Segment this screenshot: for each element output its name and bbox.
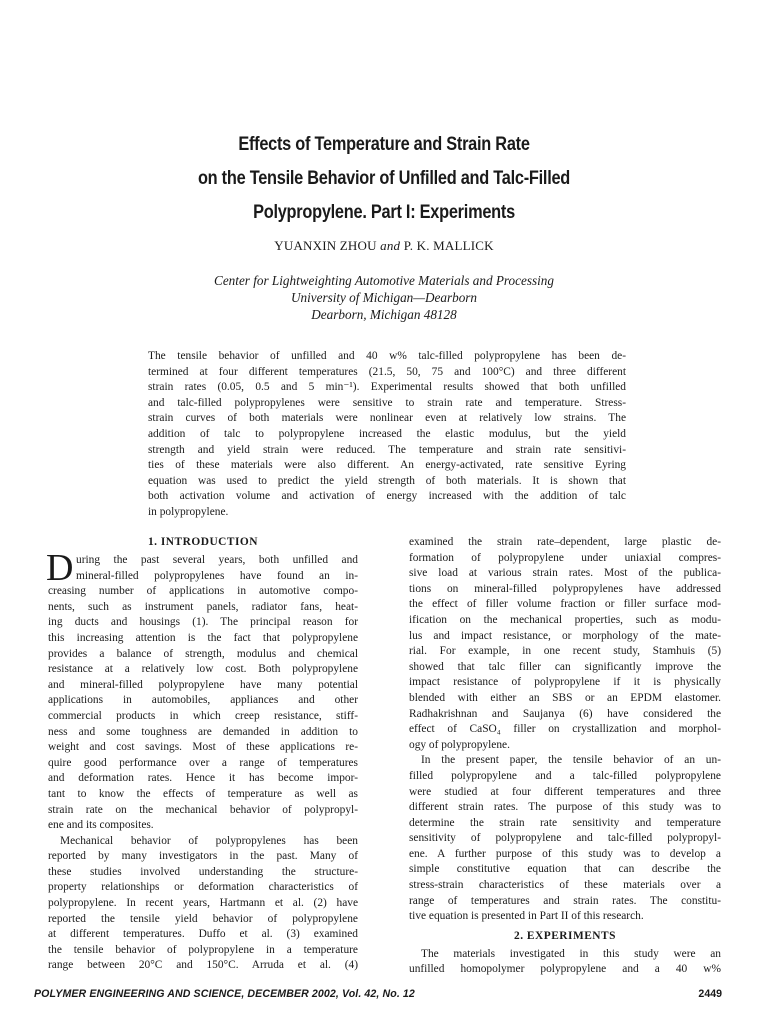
body-line: sive load at various strain rates. Most of the publica- <box>409 567 721 580</box>
body-line: In the present paper, the tensile behavior of an un- <box>421 754 721 767</box>
body-line: property relationships or deformation characteristics of <box>48 881 358 894</box>
body-line: examined the strain rate–dependent, large plastic de- <box>409 536 721 548</box>
experiments-paragraph-1 <box>409 947 721 978</box>
intro-paragraph-2 <box>48 834 358 974</box>
body-line: range of temperatures and strain rates. The constitu- <box>409 894 721 907</box>
paper-title <box>54 128 714 230</box>
body-line: determine the strain rate sensitivity and temperature <box>409 816 721 829</box>
body-line: Mechanical behavior of polypropylenes has been <box>60 834 358 847</box>
title-line-3: Polypropylene. Part I: Experiments <box>253 202 515 223</box>
abstract <box>148 349 626 521</box>
body-line: commercial products in which creep resistance, stiff- <box>48 709 358 722</box>
body-line: the effect of filler volume fraction or filler surface mod- <box>409 598 721 611</box>
body-line: resistance at a relatively low cost. Both polypropylene <box>48 663 358 676</box>
body-line: reported the tensile yield behavior of polypropylene <box>48 912 358 925</box>
body-line: different strain rates. The purpose of this study was to <box>409 801 721 814</box>
intro-paragraph-1 <box>46 547 358 834</box>
body-line: simple constitutive equation that can describe the <box>409 863 721 876</box>
body-line: this increasing attention is the fact that polypropylene <box>48 631 358 644</box>
body-line: ene. A further purpose of this study was to develop a <box>409 847 721 860</box>
body-line: Radhakrishnan and Saujanya (6) have considered the <box>409 707 721 720</box>
body-line: ene and its composites. <box>48 819 154 832</box>
body-line: ing ducts and housings (1). The principal reason for <box>48 616 358 629</box>
abstract-line: addition of talc to polypropylene increased the elastic modulus, but the yield <box>148 427 626 440</box>
left-column <box>48 535 358 974</box>
abstract-line: strain curves of both materials were nonlinear even at relatively low strains. The <box>148 412 626 425</box>
title-line-1: Effects of Temperature and Strain Rate <box>238 134 530 155</box>
body-line: ogy of polypropylene. <box>409 738 510 751</box>
affiliation-line-2: University of Michigan—Dearborn <box>290 290 478 305</box>
body-line: weight and cost savings. Most of these applications re- <box>48 741 358 754</box>
section-heading-experiments: 2. EXPERIMENTS <box>514 929 616 942</box>
affiliation-line-3: Dearborn, Michigan 48128 <box>311 307 457 322</box>
body-line: blended with either an SBS or an EPDM elastomer. <box>409 691 721 704</box>
body-line: showed that talc filler can significantly improve the <box>409 660 721 673</box>
title-line-2: on the Tensile Behavior of Unfilled and Talc-Filled <box>197 168 571 189</box>
page-number: 2449 <box>698 988 722 1000</box>
body-line: creasing number of applications in automotive compo- <box>48 585 358 598</box>
body-line: tant to know the effects of temperature as well as <box>48 787 358 800</box>
body-line: effect of CaSO₄ filler on crystallization and morphol- <box>409 723 721 736</box>
right-column <box>409 535 721 978</box>
body-line: and mineral-filled polypropylene have many potential <box>48 678 358 691</box>
abstract-line: in polypropylene. <box>148 505 229 518</box>
abstract-line: strain rates (0.05, 0.5 and 5 min⁻¹). Experimental results showed that both unfilled <box>148 381 626 394</box>
intro-paragraph-4 <box>409 753 721 925</box>
body-line: sensitivity of polypropylene and talc-filled polypropyl- <box>409 832 721 845</box>
body-line: filled polypropylene and a talc-filled polypropylene <box>409 769 721 782</box>
body-line: nents, such as instrument panels, radiator fans, heat- <box>48 600 358 613</box>
body-line: range between 20°C and 150°C. Arruda et al. (4) <box>48 959 358 972</box>
author-1: YUANXIN ZHOU <box>274 238 377 253</box>
body-line: lus and impact resistance, or morphology of the mate- <box>409 629 721 642</box>
abstract-line: both activation volume and activation of energy increased with the addition of talc <box>148 490 626 503</box>
body-line: strain rate on the mechanical behavior of polypropyl- <box>48 803 358 816</box>
body-line: these studies involved understanding the structure- <box>48 865 358 878</box>
body-line: uring the past several years, both unfilled and <box>76 554 358 566</box>
body-line: reported by many investigators in the past. Many of <box>48 850 358 863</box>
body-line: unfilled homopolymer polypropylene and a 40 w% <box>409 963 721 976</box>
section-heading-introduction: 1. INTRODUCTION <box>147 536 259 548</box>
body-line: impact resistance of polypropylene if it is physically <box>409 676 721 689</box>
affiliation <box>0 272 768 323</box>
abstract-line: and talc-filled polypropylenes were sensitive to strain rate and temperature. Stress- <box>148 396 626 409</box>
body-line: were studied at four different temperatures and three <box>409 785 721 798</box>
body-line: tions on mineral-filled polypropylenes have addressed <box>409 582 721 595</box>
drop-cap: D <box>46 547 74 589</box>
body-line: ification on the mechanical properties, such as modu- <box>409 613 721 626</box>
body-line: stress-strain characteristics of these materials over a <box>409 879 721 892</box>
abstract-line: strength and yield strain were reduced. The temperature and strain rate sensitivi- <box>148 443 626 456</box>
body-line: and deformation rates. Hence it has become impor- <box>48 772 358 785</box>
body-line: The materials investigated in this study were an <box>421 947 721 960</box>
affiliation-line-1: Center for Lightweighting Automotive Materials and Processing <box>214 273 554 288</box>
body-line: ness and some toughness are demanded in addition to <box>48 725 358 738</box>
abstract-line: The tensile behavior of unfilled and 40 w% talc-filled polypropylene has been de- <box>148 350 626 362</box>
body-line: tive equation is presented in Part II of this research. <box>409 910 644 923</box>
abstract-line: termined at four different temperatures (21.5, 50, 75 and 100°C) and three different <box>148 365 626 378</box>
author-2: P. K. MALLICK <box>403 238 494 253</box>
abstract-line: ties of these materials were also different. An energy-activated, rate sensitive Eyring <box>148 459 626 472</box>
body-line: quire good performance over a range of temperatures <box>48 756 358 769</box>
journal-footer: POLYMER ENGINEERING AND SCIENCE, DECEMBER 2002, Vol. 42, No. 12 <box>34 988 415 1000</box>
body-line: mineral-filled polypropylenes have found an in- <box>76 569 358 582</box>
body-line: provides a balance of strength, modulus and chemical <box>48 647 358 660</box>
abstract-line: equation was used to predict the yield strength of both materials. It is shown that <box>148 474 626 487</box>
body-line: rial. For example, in one recent study, Stamhuis (5) <box>409 645 721 658</box>
body-line: formation of polypropylene under uniaxial compres- <box>409 551 721 564</box>
body-line: at different temperatures. Duffo et al. (3) examined <box>48 928 358 941</box>
intro-paragraph-3 <box>409 535 721 753</box>
author-conjunction: and <box>380 238 401 253</box>
body-line: applications in automobiles, appliances and other <box>48 694 358 707</box>
body-line: polypropylene. In recent years, Hartmann et al. (2) have <box>48 897 358 910</box>
body-line: the tensile behavior of polypropylene in a temperature <box>48 943 358 956</box>
author-line <box>0 238 768 254</box>
